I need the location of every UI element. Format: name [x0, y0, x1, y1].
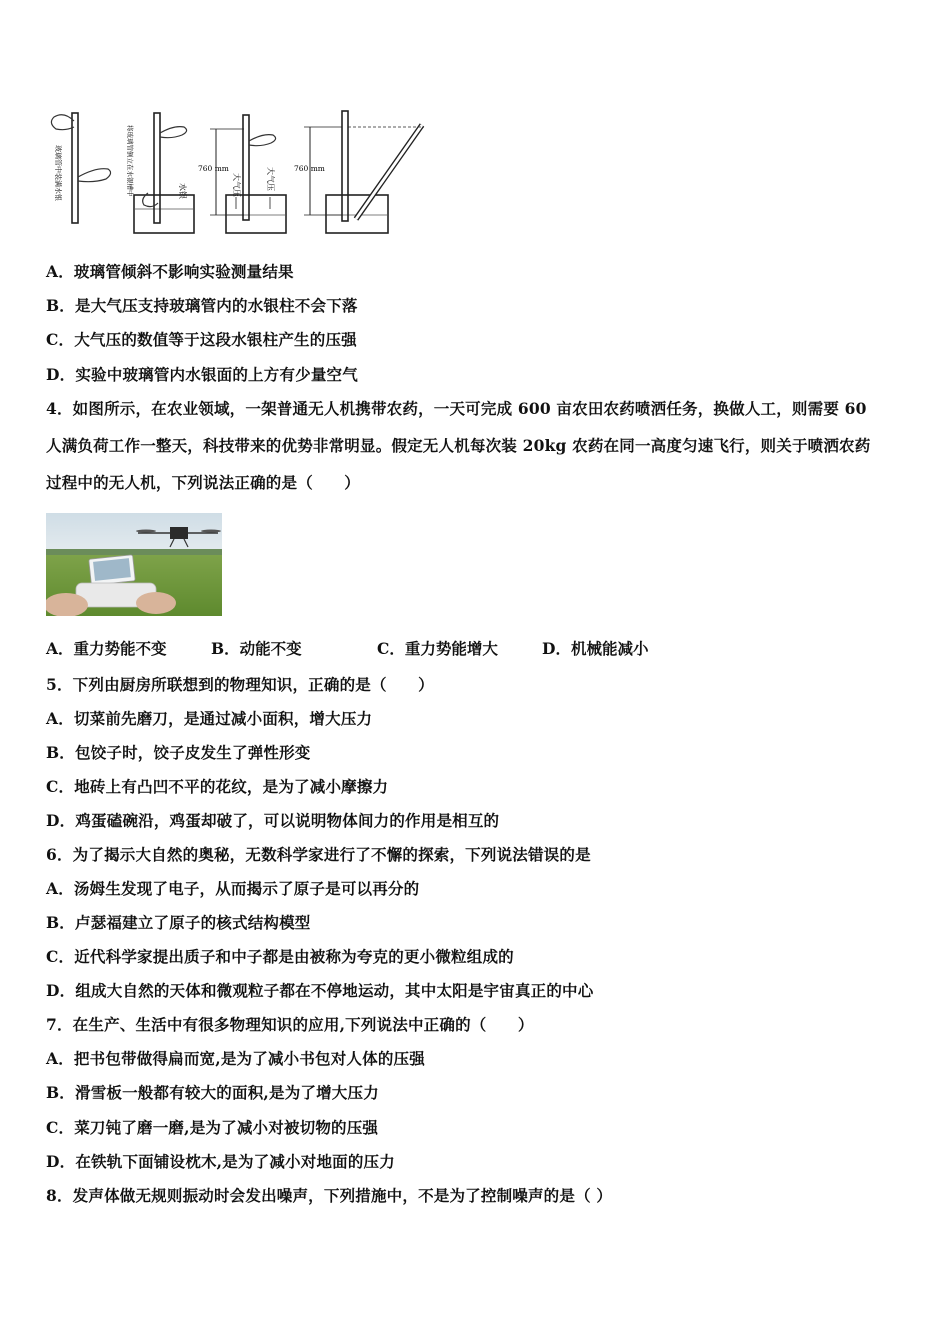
panel-tilted-tube — [294, 111, 424, 233]
label-height-1: 760 mm — [198, 164, 229, 173]
q5-option-c: C．地砖上有凸凹不平的花纹，是为了减小摩擦力 — [46, 777, 389, 796]
q5-option-b: B．包饺子时，饺子皮发生了弹性形变 — [46, 743, 311, 762]
label-invert: 将玻璃管倒立在水银槽中 — [126, 125, 134, 197]
q7-option-b: B．滑雪板一般都有较大的面积,是为了增大压力 — [46, 1083, 379, 1102]
q7-stem: 7．在生产、生活中有很多物理知识的应用,下列说法中正确的（ ） — [46, 1015, 534, 1034]
q8-stem: 8．发声体做无规则振动时会发出噪声，下列措施中，不是为了控制噪声的是（ ） — [46, 1186, 613, 1205]
q4-stem-line-1: 4．如图所示，在农业领域，一架普通无人机携带农药，一天可完成 600 亩农田农药喷洒任务，换做人工，则需要 60 — [46, 399, 867, 418]
label-atm-2: 大气压 — [266, 167, 275, 191]
q4-options-row — [46, 637, 906, 659]
q7-option-a: A．把书包带做得扁而宽,是为了减小书包对人体的压强 — [46, 1049, 425, 1068]
q4-option-c: C．重力势能增大 — [377, 639, 498, 658]
q7-option-d: D．在铁轨下面铺设枕木,是为了减小对地面的压力 — [46, 1152, 395, 1171]
q3-option-b: B．是大气压支持玻璃管内的水银柱不会下落 — [46, 296, 358, 315]
drone-photo — [46, 513, 222, 616]
q4-option-b: B．动能不变 — [211, 639, 302, 658]
q6-option-d: D．组成大自然的天体和微观粒子都在不停地运动，其中太阳是宇宙真正的中心 — [46, 981, 594, 1000]
q4-stem-line-2: 人满负荷工作一整天，科技带来的优势非常明显。假定无人机每次装 20kg 农药在同一高度匀速飞行，则关于喷洒农药 — [46, 436, 871, 455]
torricelli-experiment-figure — [44, 105, 444, 240]
panel-invert-tube — [126, 113, 194, 233]
q3-option-a: A．玻璃管倾斜不影响实验测量结果 — [46, 262, 294, 281]
q3-option-c: C．大气压的数值等于这段水银柱产生的压强 — [46, 330, 357, 349]
q4-option-a: A．重力势能不变 — [46, 639, 167, 658]
q4-option-d: D．机械能减小 — [542, 639, 649, 658]
panel-760mm-column — [198, 115, 286, 233]
q7-option-c: C．菜刀钝了磨一磨,是为了减小对被切物的压强 — [46, 1118, 379, 1137]
label-tube-fill: 玻璃管中装满水银 — [54, 145, 62, 201]
label-mercury: 水银 — [178, 183, 187, 199]
q6-option-c: C．近代科学家提出质子和中子都是由被称为夸克的更小微粒组成的 — [46, 947, 514, 966]
q5-option-d: D．鸡蛋磕碗沿，鸡蛋却破了，可以说明物体间力的作用是相互的 — [46, 811, 500, 830]
q6-option-b: B．卢瑟福建立了原子的核式结构模型 — [46, 913, 311, 932]
q3-option-d: D．实验中玻璃管内水银面的上方有少量空气 — [46, 365, 358, 384]
label-height-2: 760 mm — [294, 164, 325, 173]
q5-option-a: A．切菜前先磨刀，是通过减小面积，增大压力 — [46, 709, 373, 728]
label-atm-1: 大气压 — [232, 173, 241, 197]
q6-stem: 6．为了揭示大自然的奥秘，无数科学家进行了不懈的探索，下列说法错误的是 — [46, 845, 591, 864]
q5-stem: 5．下列由厨房所联想到的物理知识，正确的是（ ） — [46, 675, 434, 694]
q6-option-a: A．汤姆生发现了电子，从而揭示了原子是可以再分的 — [46, 879, 420, 898]
panel-fill-tube — [51, 113, 110, 223]
q4-stem-line-3: 过程中的无人机，下列说法正确的是（ ） — [46, 473, 361, 492]
